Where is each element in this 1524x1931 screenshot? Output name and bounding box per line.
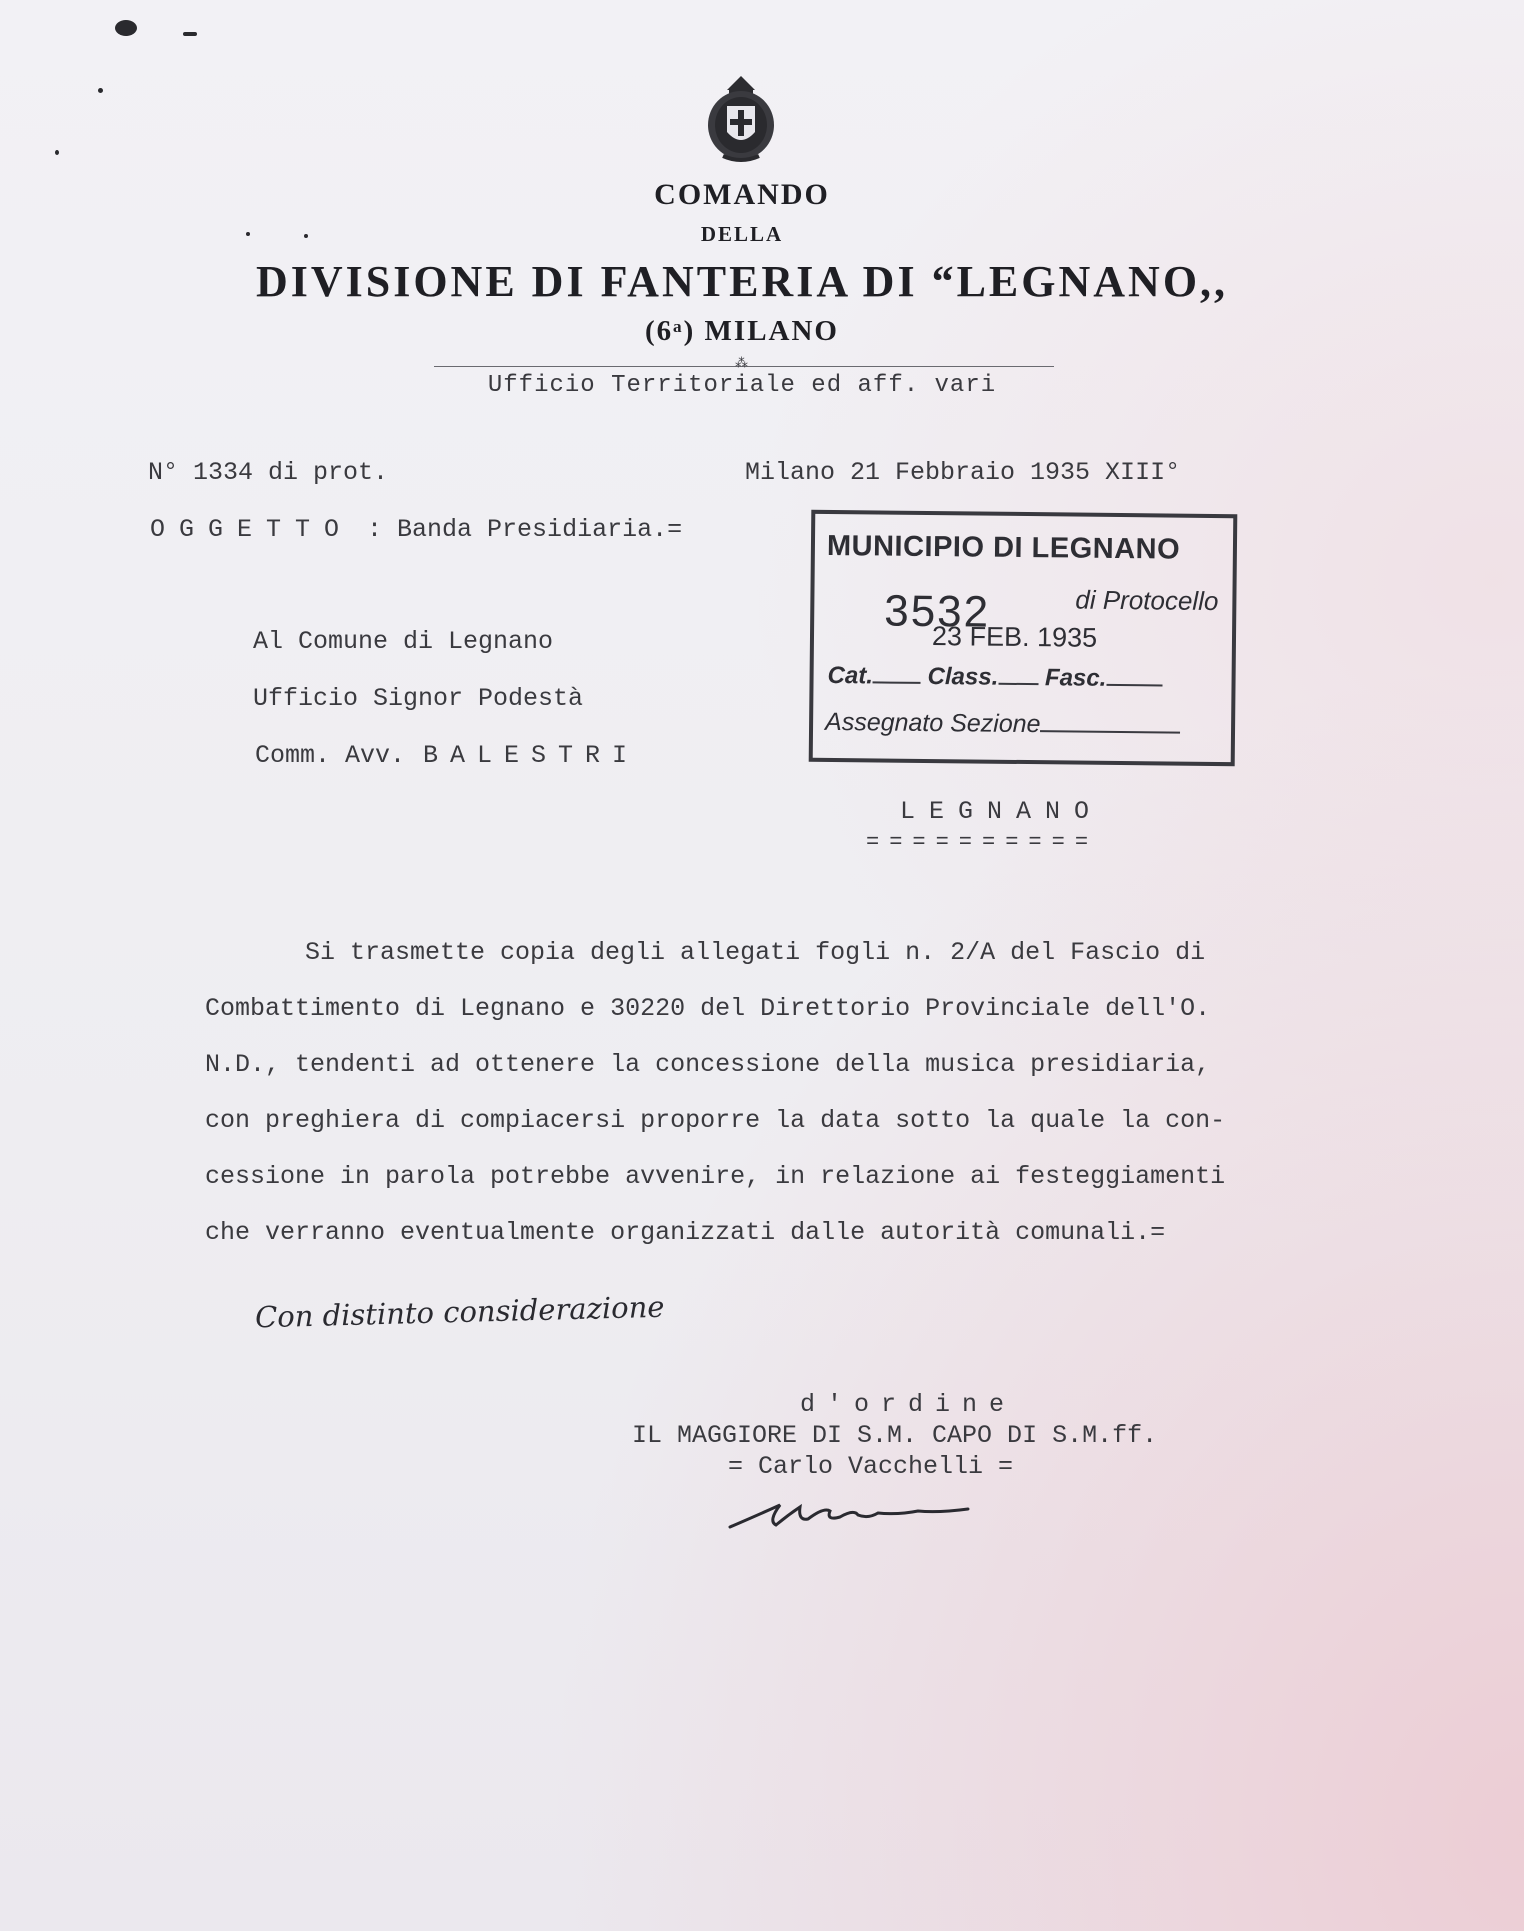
recipient-city-underline: ==========	[866, 830, 1099, 855]
signature-rank-line: IL MAGGIORE DI S.M. CAPO DI S.M.ff.	[632, 1421, 1158, 1450]
recipient-line-2: Ufficio Signor Podestà	[253, 684, 584, 713]
office-name: Ufficio Territoriale ed aff. vari	[487, 372, 997, 399]
stamp-fasc-label: Fasc.	[1044, 664, 1107, 692]
protocol-number: N° 1334 di prot.	[148, 458, 389, 487]
ink-speck	[183, 32, 197, 36]
letterhead-city: (6ᵃ) MILANO	[645, 315, 839, 347]
body-line: Combattimento di Legnano e 30220 del Direttorio Provinciale dell'O.	[205, 994, 1211, 1023]
letterhead-della: DELLA	[700, 222, 784, 246]
stamp-number: 3532	[884, 586, 991, 637]
handwritten-signature	[728, 1485, 978, 1545]
stamp-section-label	[825, 708, 1181, 741]
ink-speck	[115, 20, 137, 36]
stamp-class-label: Class.	[927, 663, 999, 691]
body-line: che verranno eventualmente organizzati dalle autorità comunali.=	[205, 1218, 1166, 1247]
subject-line	[150, 515, 682, 544]
stamp-protocol-label: di Protocello	[1075, 584, 1219, 617]
body-line: Si trasmette copia degli allegati fogli n. 2/A del Fascio di	[305, 938, 1206, 967]
signature-name-line: = Carlo Vacchelli =	[728, 1452, 1014, 1481]
ink-speck	[55, 150, 59, 155]
coat-of-arms-icon	[705, 70, 777, 165]
municipal-protocol-stamp	[809, 510, 1238, 766]
recipient-name: BALESTRI	[423, 741, 640, 770]
letterhead-comando: COMANDO	[654, 178, 830, 211]
ink-speck	[98, 88, 103, 93]
body-line: N.D., tendenti ad ottenere la concessione della musica presidiaria,	[205, 1050, 1211, 1079]
stamp-title: MUNICIPIO DI LEGNANO	[826, 529, 1181, 566]
body-line: con preghiera di compiacersi proporre la data sotto la quale la con-	[205, 1106, 1226, 1135]
recipient-line-3	[255, 741, 639, 770]
signature-order-line: d'ordine	[800, 1390, 1017, 1419]
recipient-city: LEGNANO	[900, 797, 1104, 826]
letterhead-division-title: DIVISIONE DI FANTERIA DI “LEGNANO,,	[255, 257, 1229, 306]
handwritten-closing: Con distinto considerazione	[254, 1289, 665, 1335]
recipient-title: Comm. Avv.	[255, 741, 406, 770]
subject-value: : Banda Presidiaria.=	[367, 515, 683, 544]
stamp-cat-label: Cat.	[827, 661, 874, 690]
letter-date: Milano 21 Febbraio 1935 XIII°	[745, 458, 1181, 487]
recipient-line-1: Al Comune di Legnano	[253, 627, 554, 656]
subject-label: OGGETTO	[150, 515, 354, 544]
stamp-classification-row	[827, 662, 1162, 694]
stamp-section-text: Assegnato Sezione	[824, 707, 1041, 739]
stamp-date: 23 FEB. 1935	[931, 621, 1098, 653]
divider-ornament: ⁂	[735, 356, 748, 371]
body-line: cessione in parola potrebbe avvenire, in relazione ai festeggiamenti	[205, 1162, 1226, 1191]
